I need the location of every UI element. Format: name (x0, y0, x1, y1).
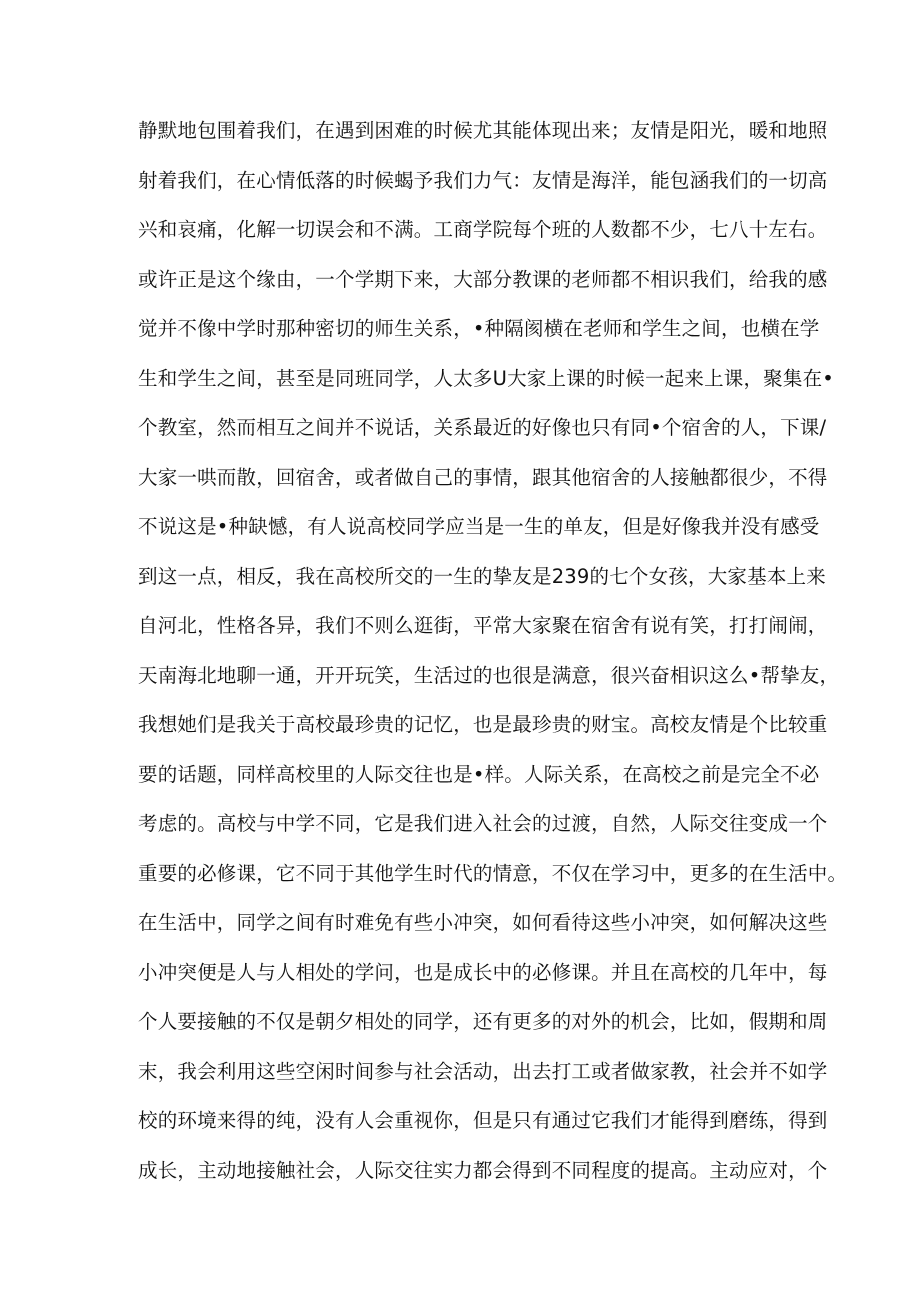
text-line: 大家一哄而散，回宿舍，或者做自己的事情，跟其他宿舍的人接触都很少，不得 (138, 465, 828, 489)
text-line: 重要的必修课，它不同于其他学生时代的情意，不仅在学习中，更多的在生活中。 (138, 861, 848, 885)
text-line: 不说这是•种缺憾，有人说高校同学应当是一生的单友，但是好像我并没有感受 (138, 515, 820, 538)
body-text (138, 106, 848, 1195)
text-line: 个教室，然而相互之间并不说话，关系最近的好像也只有同•个宿舍的人，下课/ (138, 416, 827, 439)
text-line: 射着我们，在心情低落的时候蝎予我们力气：友情是海洋，能包涵我们的一切高 (138, 168, 828, 192)
text-line: 我想她们是我关于高校最珍贵的记忆，也是最珍贵的财宝。高校友情是个比较重 (138, 713, 828, 736)
text-line: 个人要接触的不仅是朝夕相处的同学，还有更多的对外的机会，比如，假期和周 (138, 1010, 828, 1033)
text-line: 静默地包围着我们，在遇到困难的时候尤其能体现出来；友情是阳光，暖和地照 (138, 119, 828, 142)
text-line: 自河北，性格各异，我们不则么逛街，平常大家聚在宿舍有说有笑，打打闹闹， (138, 614, 828, 637)
text-line: 觉并不像中学时那种密切的师生关系，•种隔阂横在老师和学生之间，也横在学 (138, 317, 820, 340)
text-line: 考虑的。高校与中学不同，它是我们进入社会的过渡，自然，人际交往变成一个 (138, 812, 828, 835)
text-line: 校的环境来得的纯，没有人会重视你，但是只有通过它我们才能得到磨练，得到 (138, 1109, 828, 1132)
text-line: 到这一点，相反，我在高校所交的一生的挚友是239的七个女孩，大家基本上来 (138, 564, 826, 588)
text-line: 末，我会利用这些空闲时间参与社会活动，出去打工或者做家教，社会并不如学 (138, 1059, 828, 1083)
text-line: 或许正是这个缘由，一个学期下来，大部分教课的老师都不相识我们，给我的感 (138, 267, 828, 291)
text-line: 兴和哀痛，化解一切误会和不满。工商学院每个班的人数都不少，七八十左右。 (138, 218, 828, 241)
text-line: 在生活中，同学之间有时难免有些小冲突，如何看待这些小冲突，如何解决这些 (138, 911, 828, 934)
text-line: 天南海北地聊一通，开开玩笑，生活过的也很是满意，很兴奋相识这么•帮挚友， (138, 663, 840, 687)
text-line: 生和学生之间，甚至是同班同学，人太多U大家上课的时候一起来上课，聚集在• (138, 366, 834, 390)
text-line: 小冲突便是人与人相处的学问，也是成长中的必修课。并且在高校的几年中，每 (138, 960, 828, 984)
text-line: 成长，主动地接触社会，人际交往实力都会得到不同程度的提高。主动应对，个 (138, 1158, 828, 1182)
text-line: 要的话题，同样高校里的人际交往也是•样。人际关系，在高校之前是完全不必 (138, 762, 820, 786)
